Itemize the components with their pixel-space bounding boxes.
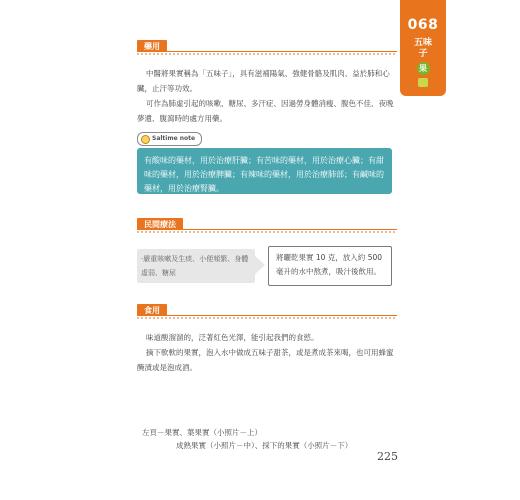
pencil-icon <box>141 135 150 144</box>
page-number: 225 <box>377 450 398 463</box>
plant-name-line1: 五味 <box>413 38 432 48</box>
note-box: 有酸味的藥材，用於治療肝臟；有苦味的藥材，用於治療心臟；有甜味的藥材，用於治療脾臟；有辣味的藥材，用於治療肺部；有鹹味的藥材，用於治療腎臟。 <box>137 148 392 194</box>
usage-paragraph: 可作為肺虛引起的咳嗽、糖尿、多汗症、因過勞身體消瘦、腹色不佳、夜晚夢遺、腹瀉時的處方用藥。 <box>137 99 394 123</box>
seed-icon <box>418 78 428 87</box>
food-paragraph: 摘下軟軟的果實，泡入水中做成五味子甜茶，或是煮成茶來喝，也可用蜂蜜醃漬或是泡成酒。 <box>137 348 394 372</box>
note-tag <box>137 132 202 146</box>
usage-heading-wave <box>137 53 397 55</box>
food-heading <box>137 304 397 316</box>
caption-line1: 左頁－果實、葉果實（小照片－上） <box>142 428 262 437</box>
food-heading-wave <box>137 317 397 319</box>
plant-name-line2: 子 <box>418 49 428 59</box>
folk-remedy-heading-label: 民間療法 <box>137 218 183 230</box>
usage-heading-label: 藥用 <box>137 40 167 52</box>
folk-remedy-heading-wave <box>137 231 397 233</box>
food-paragraph: 味道酸溜溜的，泛著紅色光澤，能引起我們的食慾。 <box>146 333 319 342</box>
food-heading-label: 食用 <box>137 304 167 316</box>
folk-remedy-heading <box>137 218 397 230</box>
category-badge: 果 <box>417 62 430 75</box>
symptom-box: ‧嚴重咳嗽及生痰、小便頻繁、身體虛弱、糖尿 <box>137 249 255 283</box>
photo-caption <box>142 426 402 452</box>
plant-name <box>400 38 446 60</box>
usage-paragraph: 中醫將果實稱為「五味子」，具有滋補陽氣、強健骨骼及肌肉、益於肺和心臟，止汗等功效。 <box>137 69 390 93</box>
usage-text <box>137 66 395 126</box>
arrow-right-icon <box>253 254 265 276</box>
folk-remedy-heading-line <box>137 229 397 230</box>
usage-heading-line <box>137 51 397 52</box>
food-text <box>137 330 395 375</box>
usage-heading <box>137 40 397 52</box>
note-tag-label: Saltime note <box>152 135 196 142</box>
food-heading-line <box>137 315 397 316</box>
caption-line2: 成熟果實（小照片－中）、採下的果實（小照片－下） <box>176 441 353 450</box>
chapter-tab <box>400 0 446 96</box>
remedy-box: 將曬乾果實 10 克，放入約 500 毫升的水中熬煮，吸汁後飲用。 <box>268 246 392 286</box>
plant-number: 068 <box>407 17 439 33</box>
